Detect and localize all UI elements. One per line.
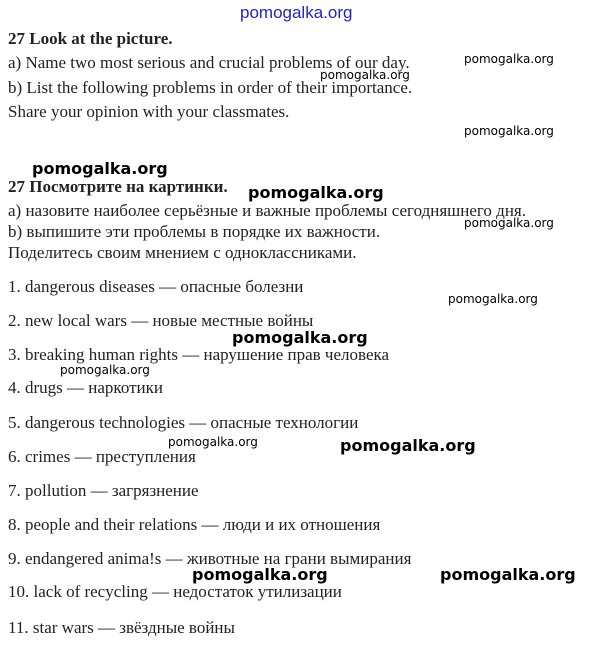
watermark: pomogalka.org bbox=[248, 183, 384, 202]
watermark: pomogalka.org bbox=[232, 328, 368, 347]
watermark: pomogalka.org bbox=[32, 159, 168, 178]
list-item: 2. new local wars — новые местные войны bbox=[8, 311, 314, 330]
list-item: 8. people and their relations — люди и их отношения bbox=[8, 515, 381, 534]
list-item: 10. lack of recycling — недостаток утилизации bbox=[8, 582, 342, 601]
watermark: pomogalka.org bbox=[168, 435, 258, 449]
watermark: pomogalka.org bbox=[340, 436, 476, 455]
instruction-share-en: Share your opinion with your classmates. bbox=[8, 102, 290, 121]
list-item: 7. pollution — загрязнение bbox=[8, 481, 199, 500]
instruction-b-ru: b) выпишите эти проблемы в порядке их важности. bbox=[8, 222, 381, 241]
watermark: pomogalka.org bbox=[464, 52, 554, 66]
watermark: pomogalka.org bbox=[320, 68, 410, 82]
instruction-b-en: b) List the following problems in order of their importance. bbox=[8, 78, 413, 97]
list-item: 1. dangerous diseases — опасные болезни bbox=[8, 277, 304, 296]
watermark: pomogalka.org bbox=[464, 216, 554, 230]
list-item: 9. endangered anima!s — животные на грани вымирания bbox=[8, 549, 412, 568]
list-item: 5. dangerous technologies — опасные технологии bbox=[8, 413, 359, 432]
instruction-share-ru: Поделитесь своим мнением с одноклассниками. bbox=[8, 243, 357, 262]
watermark-top: pomogalka.org bbox=[240, 3, 353, 22]
instruction-a-ru: а) назовите наиболее серьёзные и важные проблемы сегодняшнего дня. bbox=[8, 201, 526, 220]
exercise-heading-ru: 27 Посмотрите на картинки. bbox=[8, 177, 228, 196]
list-item: 6. crimes — преступления bbox=[8, 447, 196, 466]
list-item: 11. star wars — звёздные войны bbox=[8, 618, 235, 637]
list-item: 3. breaking human rights — нарушение прав человека bbox=[8, 345, 390, 364]
watermark: pomogalka.org bbox=[192, 565, 328, 584]
watermark: pomogalka.org bbox=[464, 124, 554, 138]
exercise-heading-en: 27 Look at the picture. bbox=[8, 29, 173, 48]
watermark: pomogalka.org bbox=[440, 565, 576, 584]
instruction-a-en: a) Name two most serious and crucial problems of our day. bbox=[8, 53, 410, 72]
watermark: pomogalka.org bbox=[448, 292, 538, 306]
watermark: pomogalka.org bbox=[60, 363, 150, 377]
list-item: 4. drugs — наркотики bbox=[8, 378, 163, 397]
